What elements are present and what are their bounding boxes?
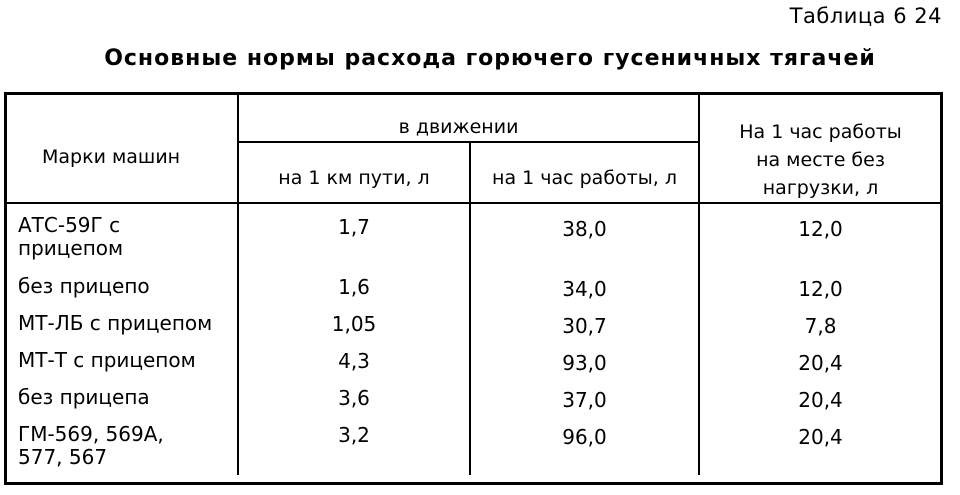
cell-idle: 12,0 <box>699 269 941 308</box>
cell-per-hour: 34,0 <box>470 269 699 308</box>
table-row <box>6 382 941 419</box>
cell-idle: 7,8 <box>699 308 941 345</box>
row-name-line: МТ-ЛБ с прицепом <box>18 311 213 335</box>
table-row <box>6 419 941 475</box>
cell-per-hour: 93,0 <box>470 345 699 382</box>
cell-per-km: 1,05 <box>238 308 470 345</box>
cell-idle: 20,4 <box>699 382 941 419</box>
header-per-km <box>238 142 470 203</box>
cell-per-hour: 30,7 <box>470 308 699 345</box>
cell-per-km: 4,3 <box>238 345 470 382</box>
fuel-norms-table <box>6 94 941 475</box>
row-name-line: АТС-59Г с <box>18 213 121 237</box>
header-brand <box>6 94 238 203</box>
row-name-line: без прицепа <box>18 385 150 409</box>
cell-per-hour: 96,0 <box>470 419 699 475</box>
table-row <box>6 269 941 308</box>
row-name-line: ГМ-569, 569А, <box>18 422 164 446</box>
table-row <box>6 203 941 269</box>
header-moving <box>238 94 699 142</box>
table-row <box>6 345 941 382</box>
header-per-km-label: на 1 км пути, л <box>278 166 430 189</box>
header-per-hour-moving-label: на 1 час работы, л <box>492 166 677 189</box>
table-number: Таблица 6 24 <box>789 4 942 28</box>
cell-per-hour: 37,0 <box>470 382 699 419</box>
row-name-line: 577, 567 <box>18 445 108 469</box>
header-idle-line-1: На 1 час работы <box>739 121 902 143</box>
header-brand-label: Марки машин <box>42 146 181 168</box>
cell-per-km: 1,7 <box>238 203 470 269</box>
cell-per-hour: 38,0 <box>470 203 699 269</box>
table-row <box>6 308 941 345</box>
header-moving-label: в движении <box>398 116 519 138</box>
row-name-line: МТ-Т с прицепом <box>18 348 196 372</box>
header-idle-line-3: нагрузки, л <box>762 177 879 199</box>
row-name-line: прицепом <box>18 236 124 260</box>
cell-idle: 20,4 <box>699 345 941 382</box>
row-name-line: без прицепо <box>18 274 150 298</box>
cell-per-km: 3,6 <box>238 382 470 419</box>
page-title: Основные нормы расхода горючего гусеничных тягачей <box>104 46 876 71</box>
header-per-hour-moving <box>470 142 699 203</box>
cell-per-km: 3,2 <box>238 419 470 475</box>
cell-idle: 12,0 <box>699 203 941 269</box>
cell-idle: 20,4 <box>699 419 941 475</box>
header-idle <box>699 94 941 203</box>
cell-per-km: 1,6 <box>238 269 470 308</box>
header-idle-line-2: на месте без <box>756 149 885 171</box>
